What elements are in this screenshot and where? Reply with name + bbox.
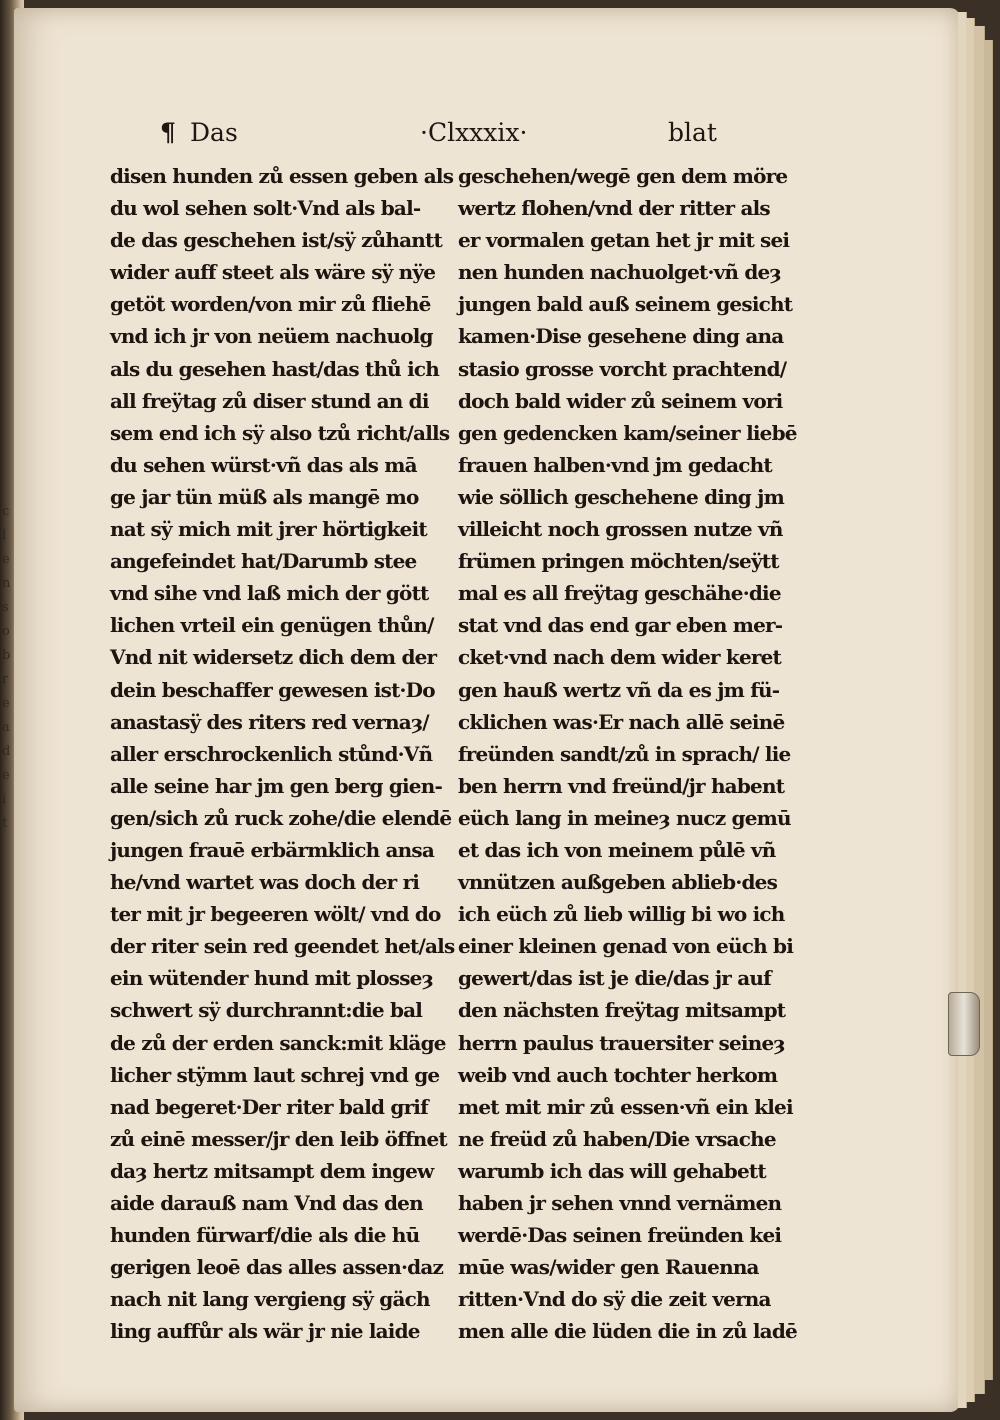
text-line: vnnützen außgeben ablieb·des: [458, 870, 778, 895]
text-line: villeicht noch grossen nutze vñ: [458, 517, 783, 542]
margin-mark: l: [2, 528, 7, 543]
margin-mark: n: [2, 576, 11, 591]
text-line: weib vnd auch tochter herkom: [458, 1062, 778, 1087]
text-line: nen hunden nachuolget·vñ deȝ: [458, 260, 781, 285]
header-left: Das: [190, 118, 238, 147]
text-line: warumb ich das will gehabett: [458, 1158, 766, 1183]
text-line: nat sÿ mich mit jrer hörtigkeit: [110, 517, 427, 542]
text-line: nach nit lang vergieng sÿ gäch: [110, 1287, 430, 1312]
text-line: angefeindet hat/Darumb stee: [110, 549, 417, 574]
page-edge: [984, 40, 993, 1380]
margin-mark: i: [2, 792, 7, 807]
margin-mark: r: [2, 672, 9, 687]
text-line: dein beschaffer gewesen ist·Do: [110, 677, 435, 702]
text-line: disen hunden zů essen geben als: [110, 164, 454, 188]
text-line: schwert sÿ durchrannt:die bal: [110, 998, 423, 1023]
text-line: freünden sandt/zů in sprach/ lie: [458, 741, 791, 766]
folio-number: ·Clxxxix·: [420, 118, 528, 147]
text-line: aide darauß nam Vnd das den: [110, 1191, 423, 1215]
running-header: [160, 118, 728, 152]
text-line: ich eüch zů lieb willig bi wo ich: [458, 902, 785, 927]
text-line: ne freüd zů haben/Die vrsache: [458, 1126, 776, 1151]
margin-mark: b: [2, 648, 11, 663]
text-line: ter mit jr begeeren wölt/ vnd do: [110, 902, 441, 927]
text-line: wertz flohen/vnd der ritter als: [458, 196, 770, 221]
text-line: doch bald wider zů seinem vori: [458, 388, 783, 413]
text-line: met mit mir zů essen·vñ ein klei: [458, 1094, 793, 1119]
text-line: du sehen würst·vñ das als mā: [110, 452, 417, 477]
text-line: alle seine har jm gen berg gien-: [110, 773, 442, 798]
margin-mark: e: [2, 696, 10, 711]
text-line: werdē·Das seinen freünden kei: [458, 1223, 782, 1248]
text-line: haben jr sehen vnnd vernämen: [458, 1191, 782, 1215]
text-line: kamen·Dise gesehene ding ana: [458, 324, 784, 349]
text-line: sem end ich sÿ also tzů richt/alls: [110, 420, 450, 445]
text-line: gerigen leoē das alles assen·daz: [110, 1255, 444, 1280]
text-line: jungen frauē erbärmklich ansa: [110, 837, 435, 862]
text-line: geschehen/wegē gen dem möre: [458, 164, 788, 188]
text-line: gen/sich zů ruck zohe/die elendē: [110, 805, 452, 830]
margin-mark: s: [2, 600, 9, 615]
text-line: de zů der erden sanck:mit kläge: [110, 1030, 446, 1055]
metal-clasp: [948, 992, 980, 1056]
text-line: et das ich von meinem půlē vñ: [458, 837, 776, 862]
text-line: frauen halben·vnd jm gedacht: [458, 452, 772, 477]
right-text-column: [458, 160, 797, 1347]
margin-mark: e: [2, 552, 10, 567]
text-line: mal es all freÿtag geschähe·die: [458, 581, 781, 606]
text-line: getöt worden/von mir zů fliehē: [110, 292, 431, 317]
text-line: licher stÿmm laut schrej vnd ge: [110, 1062, 440, 1087]
text-line: de das geschehen ist/sÿ zůhantt: [110, 228, 442, 253]
text-line: he/vnd wartet was doch der ri: [110, 870, 420, 895]
margin-mark: o: [2, 624, 10, 639]
text-line: anastasÿ des riters red vernaȝ/: [110, 709, 429, 734]
left-text-column: [110, 160, 455, 1347]
text-line: ge jar tün müß als mangē mo: [110, 484, 419, 509]
text-line: einer kleinen genad von eüch bi: [458, 934, 793, 959]
header-right: blat: [668, 118, 717, 147]
text-line: ling auffůr als wär jr nie laide: [110, 1319, 420, 1344]
text-line: jungen bald auß seinem gesicht: [458, 292, 793, 317]
text-line: all freÿtag zů diser stund an di: [110, 388, 429, 413]
text-line: Vnd nit widersetz dich dem der: [110, 645, 437, 670]
margin-mark: e: [2, 768, 10, 783]
text-line: den nächsten freÿtag mitsampt: [458, 998, 786, 1023]
text-line: mūe was/wider gen Rauenna: [458, 1255, 759, 1280]
text-line: vnd sihe vnd laß mich der gött: [110, 581, 429, 606]
margin-mark: t: [2, 816, 8, 831]
text-line: ein wütender hund mit plosseȝ: [110, 966, 433, 991]
margin-mark: d: [2, 744, 11, 759]
text-line: nad begeret·Der riter bald grif: [110, 1094, 428, 1119]
text-line: ritten·Vnd do sÿ die zeit verna: [458, 1287, 771, 1312]
text-line: wie söllich geschehene ding jm: [458, 484, 784, 509]
text-line: hunden fürwarf/die als die hū: [110, 1223, 420, 1248]
text-line: daȝ hertz mitsampt dem ingew: [110, 1158, 434, 1183]
text-line: du wol sehen solt·Vnd als bal-: [110, 196, 421, 221]
text-line: stat vnd das end gar eben mer-: [458, 613, 783, 638]
text-line: cklichen was·Er nach allē seinē: [458, 709, 785, 734]
text-line: ben herrn vnd freünd/jr habent: [458, 773, 785, 798]
text-line: aller erschrockenlich stůnd·Vñ: [110, 741, 433, 766]
text-line: als du gesehen hast/das thů ich: [110, 356, 439, 381]
text-line: gewert/das ist je die/das jr auf: [458, 966, 771, 991]
left-margin-marks: [2, 500, 16, 836]
text-line: men alle die lüden die in zů ladē: [458, 1319, 797, 1344]
text-line: der riter sein red geendet het/als: [110, 934, 455, 959]
pilcrow-mark: ¶: [160, 118, 176, 147]
text-line: er vormalen getan het jr mit sei: [458, 228, 790, 253]
text-line: vnd ich jr von neüem nachuolg: [110, 324, 433, 349]
margin-mark: a: [2, 720, 10, 735]
text-line: eüch lang in meineȝ nucz gemū: [458, 805, 791, 830]
text-line: stasio grosse vorcht prachtend/: [458, 356, 787, 381]
text-line: lichen vrteil ein genügen thůn/: [110, 613, 434, 638]
text-line: herrn paulus trauersiter seineȝ: [458, 1030, 785, 1055]
text-line: gen hauß wertz vñ da es jm fü-: [458, 677, 780, 702]
text-line: frümen pringen möchten/seÿtt: [458, 549, 779, 574]
text-line: cket·vnd nach dem wider keret: [458, 645, 781, 670]
text-line: zů einē messer/jr den leib öffnet: [110, 1126, 447, 1151]
margin-mark: c: [2, 504, 10, 519]
text-line: gen gedencken kam/seiner liebē: [458, 420, 797, 445]
text-line: wider auff steet als wäre sÿ nÿe: [110, 260, 436, 285]
